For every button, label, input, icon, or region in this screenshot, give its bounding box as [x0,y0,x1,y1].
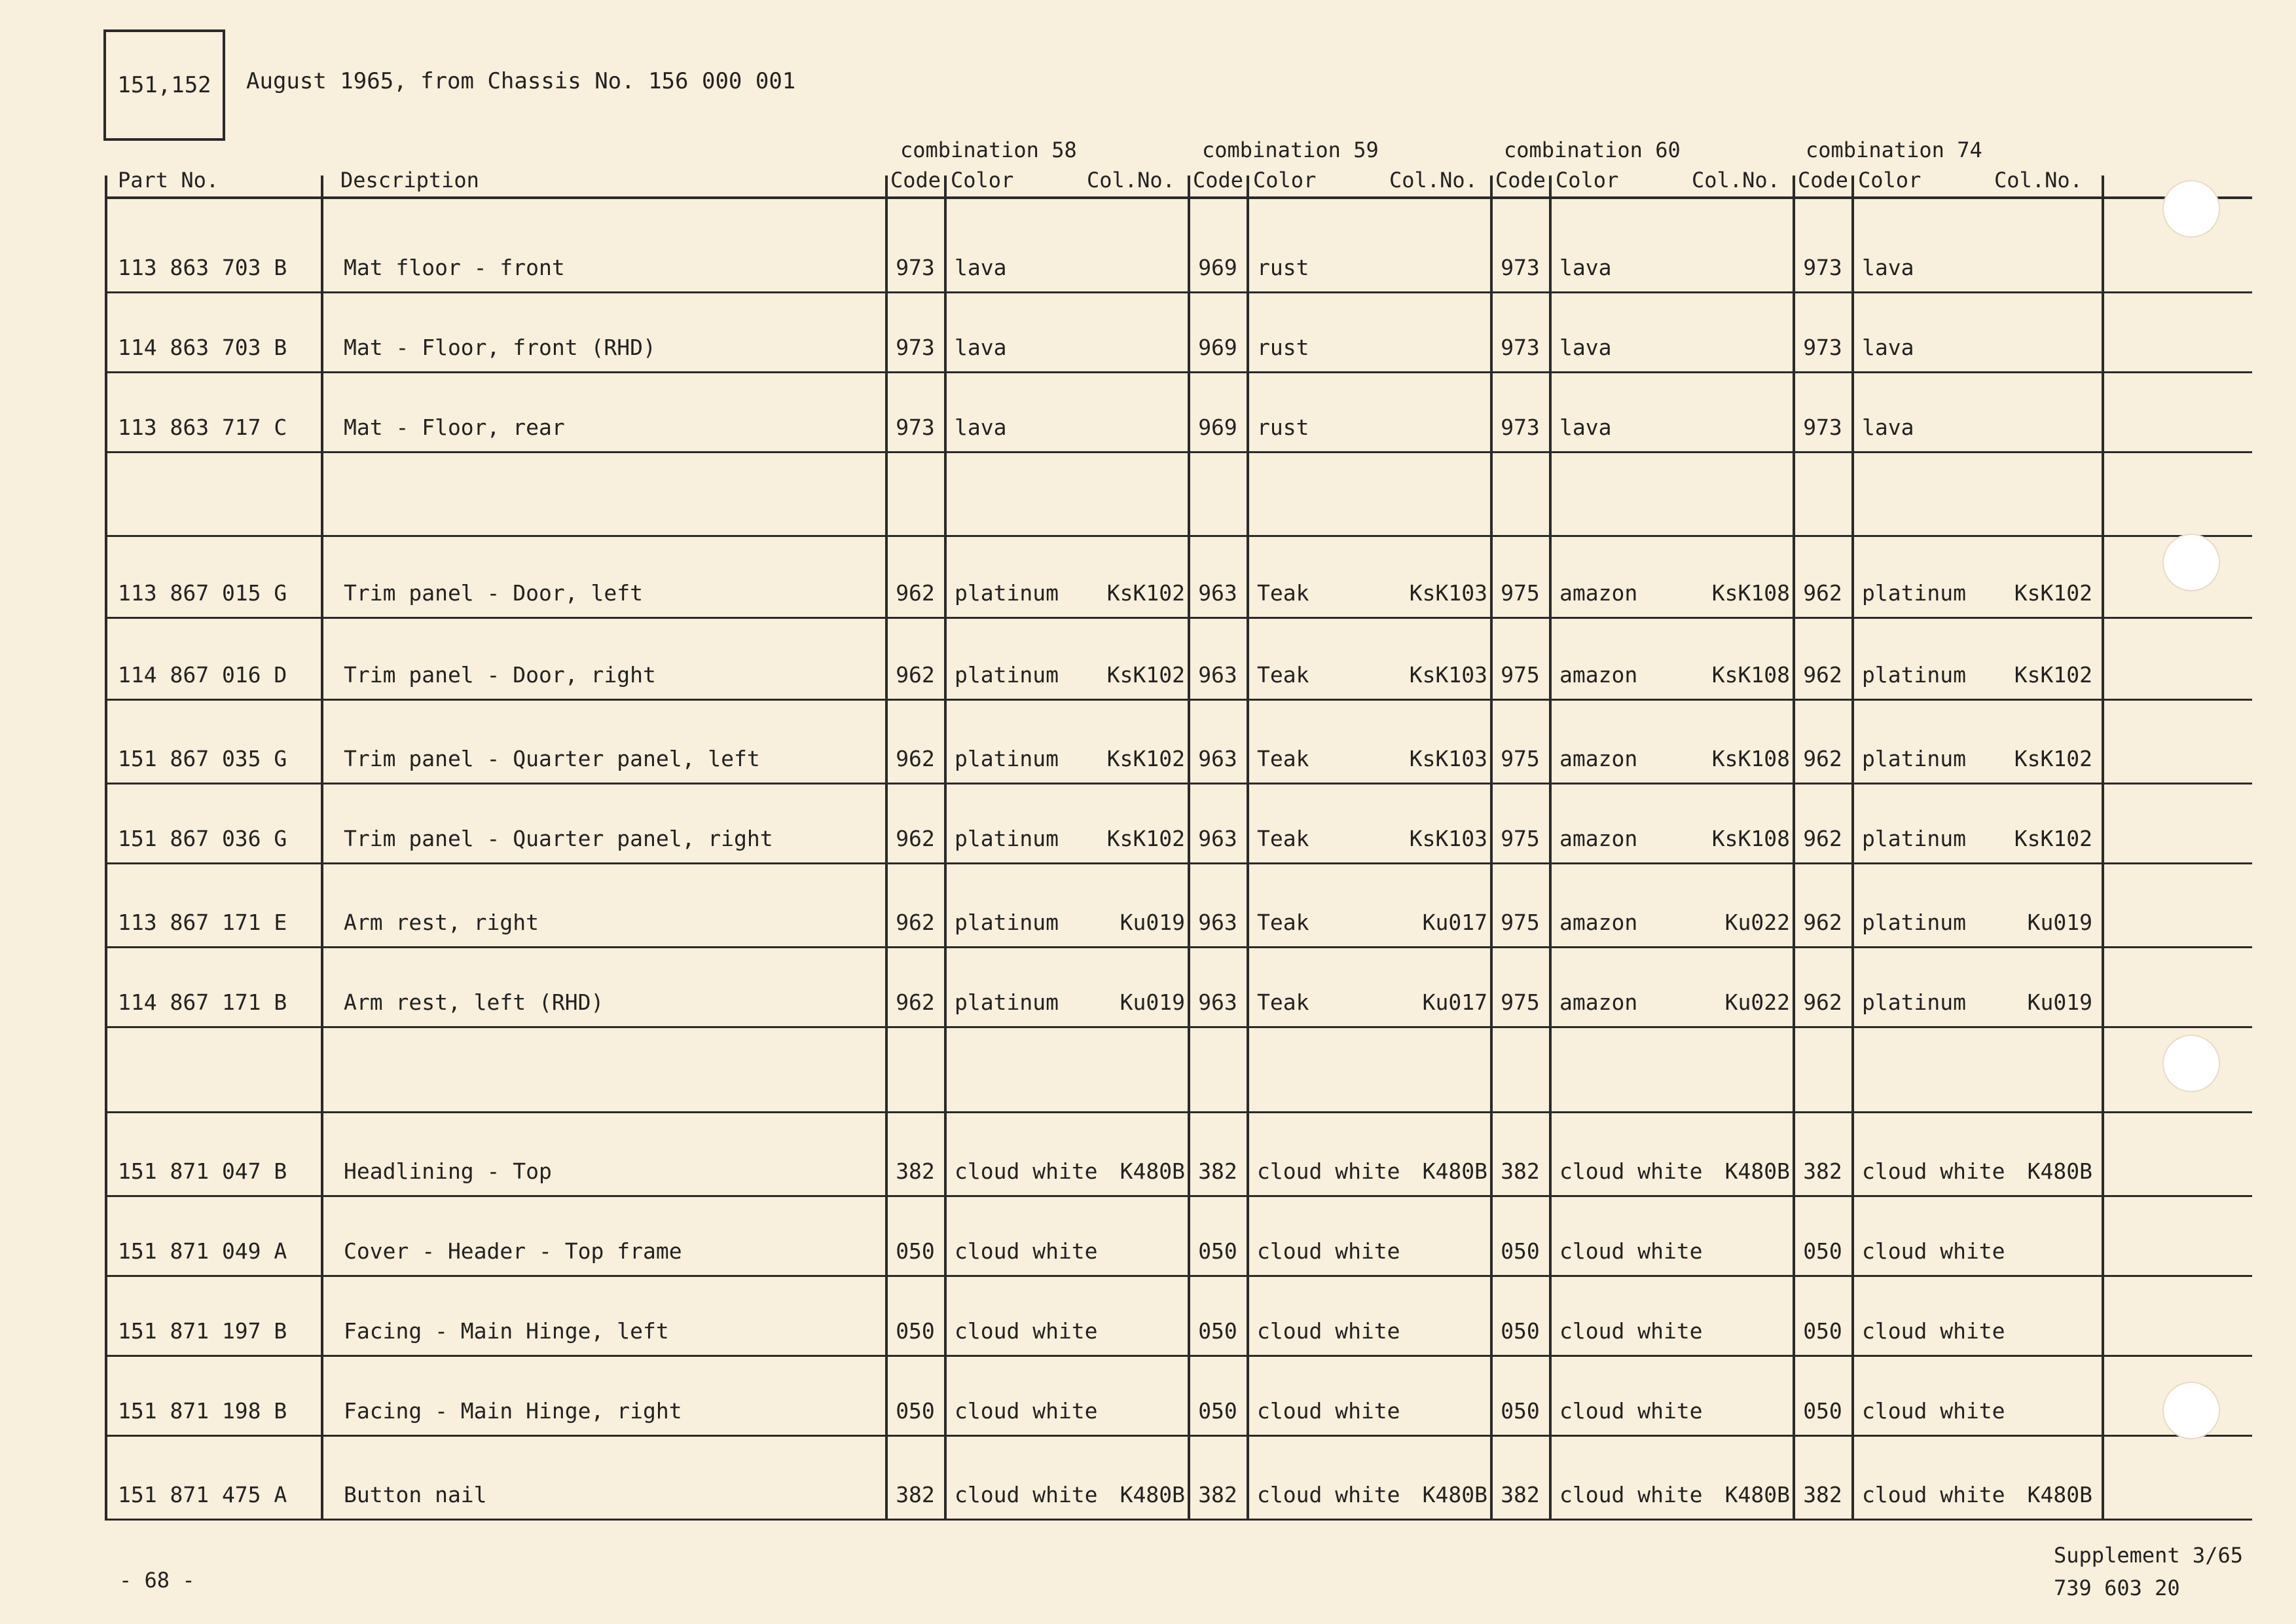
part-description: Trim panel - Quarter panel, right [344,826,773,851]
color-code: 050 [1501,1398,1540,1424]
color-name: cloud white [1559,1398,1703,1424]
color-code: 050 [896,1398,935,1424]
color-code: 382 [1803,1158,1842,1184]
color-name: rust [1257,335,1309,360]
color-code: 382 [896,1158,935,1184]
part-number: 151 871 475 A [118,1482,287,1507]
part-description: Arm rest, right [344,910,539,935]
table-row-rule [105,862,2252,864]
color-code: 382 [896,1482,935,1507]
color-name: cloud white [1257,1398,1400,1424]
color-number: K480B [1724,1482,1790,1507]
part-description: Arm rest, left (RHD) [344,989,604,1015]
color-name: Teak [1257,910,1309,935]
color-name: cloud white [1559,1238,1703,1264]
part-description: Cover - Header - Top frame [344,1238,682,1264]
part-description: Facing - Main Hinge, right [344,1398,682,1424]
color-name: cloud white [1559,1318,1703,1344]
table-row-rule [105,617,2252,619]
part-description: Facing - Main Hinge, left [344,1318,669,1344]
color-code: 962 [896,662,935,688]
part-description: Trim panel - Quarter panel, left [344,746,760,771]
color-code: 973 [896,415,935,440]
color-name: Teak [1257,826,1309,851]
color-number: Ku019 [1120,989,1185,1015]
part-description: Trim panel - Door, right [344,662,656,688]
part-number: 151 867 036 G [118,826,287,851]
part-number: 151 871 049 A [118,1238,287,1264]
color-name: platinum [1862,580,1966,606]
part-number: 151 871 198 B [118,1398,287,1424]
color-code: 969 [1198,415,1237,440]
color-name: lava [955,415,1007,440]
color-name: platinum [955,910,1059,935]
color-name: Teak [1257,746,1309,771]
color-code: 969 [1198,255,1237,280]
color-header: Color [1253,168,1317,193]
color-name: amazon [1559,746,1638,771]
color-number: KsK102 [2014,580,2092,606]
color-name: cloud white [1862,1238,2005,1264]
color-name: amazon [1559,662,1638,688]
color-header: Color [951,168,1014,193]
color-number: Ku019 [2027,989,2092,1015]
color-code: 962 [1803,989,1842,1015]
color-code: 973 [1803,255,1842,280]
color-code: 382 [1198,1482,1237,1507]
binder-hole [2162,180,2220,238]
color-name: lava [1862,255,1914,280]
color-name: cloud white [955,1158,1098,1184]
color-number: Ku019 [1120,910,1185,935]
color-code: 963 [1198,826,1237,851]
col-no-header: Col.No. [1087,168,1175,193]
col-no-header: Col.No. [1994,168,2083,193]
code-header: Code [1798,168,1849,193]
part-description: Mat - Floor, front (RHD) [344,335,656,360]
color-name: rust [1257,255,1309,280]
color-name: lava [955,255,1007,280]
color-code: 050 [896,1238,935,1264]
model-number-box [103,29,225,141]
supplement-label: Supplement 3/65 [2054,1543,2243,1568]
table-column-rule [2102,175,2104,1519]
color-name: lava [1862,335,1914,360]
color-code: 962 [1803,746,1842,771]
color-name: platinum [1862,662,1966,688]
part-description: Headlining - Top [344,1158,552,1184]
color-code: 382 [1501,1158,1540,1184]
color-code: 050 [1803,1318,1842,1344]
color-code: 975 [1501,746,1540,771]
col-no-header: Col.No. [1692,168,1780,193]
color-number: K480B [1422,1158,1487,1184]
color-number: KsK103 [1409,662,1487,688]
table-column-rule [944,175,947,1519]
model-number: 151,152 [117,72,211,98]
color-code: 969 [1198,335,1237,360]
color-name: Teak [1257,989,1309,1015]
color-number: KsK102 [1106,580,1185,606]
color-number: KsK103 [1409,580,1487,606]
color-name: platinum [1862,910,1966,935]
color-number: K480B [1120,1482,1185,1507]
col-no-header: Col.No. [1389,168,1478,193]
color-code: 963 [1198,662,1237,688]
combination-title: combination 60 [1504,138,1681,162]
color-code: 975 [1501,910,1540,935]
color-name: cloud white [955,1318,1098,1344]
color-number: KsK102 [1106,826,1185,851]
color-code: 962 [1803,662,1842,688]
color-number: KsK102 [2014,746,2092,771]
part-number: 114 867 171 B [118,989,287,1015]
description-header: Description [340,168,479,193]
part-number: 113 867 015 G [118,580,287,606]
code-header: Code [890,168,941,193]
color-code: 050 [1198,1318,1237,1344]
color-name: cloud white [1257,1482,1400,1507]
table-row-rule [105,1519,2252,1521]
color-name: amazon [1559,910,1638,935]
part-number: 151 871 047 B [118,1158,287,1184]
table-row-rule [105,1275,2252,1277]
table-row-rule [105,1435,2252,1437]
table-row-rule [105,451,2252,453]
color-name: lava [1559,415,1612,440]
color-code: 962 [1803,580,1842,606]
color-name: rust [1257,415,1309,440]
color-code: 962 [896,826,935,851]
color-name: cloud white [1257,1158,1400,1184]
color-code: 973 [896,335,935,360]
part-number: 114 863 703 B [118,335,287,360]
color-code: 050 [896,1318,935,1344]
color-name: platinum [955,746,1059,771]
color-name: lava [955,335,1007,360]
color-name: cloud white [1862,1158,2005,1184]
color-number: Ku017 [1422,910,1487,935]
table-row-rule [105,1026,2252,1028]
color-name: platinum [955,826,1059,851]
color-code: 973 [1501,415,1540,440]
color-number: KsK102 [1106,746,1185,771]
color-code: 975 [1501,826,1540,851]
part-description: Button nail [344,1482,487,1507]
color-number: KsK103 [1409,746,1487,771]
color-number: Ku022 [1724,910,1790,935]
color-name: Teak [1257,662,1309,688]
part-number: 113 863 703 B [118,255,287,280]
color-name: platinum [1862,826,1966,851]
color-name: cloud white [1257,1238,1400,1264]
part-description: Mat floor - front [344,255,565,280]
color-code: 975 [1501,989,1540,1015]
color-number: Ku017 [1422,989,1487,1015]
color-number: KsK102 [2014,662,2092,688]
catalog-number: 739 603 20 [2054,1576,2180,1600]
color-number: KsK108 [1711,580,1790,606]
color-code: 050 [1803,1398,1842,1424]
table-column-rule [1247,175,1249,1519]
color-name: cloud white [955,1238,1098,1264]
color-code: 973 [1501,335,1540,360]
color-name: lava [1559,335,1612,360]
supplement-info [2054,1539,2243,1604]
table-row-rule [105,946,2252,948]
part-number: 151 871 197 B [118,1318,287,1344]
color-name: cloud white [1559,1482,1703,1507]
part-number: 113 867 171 E [118,910,287,935]
color-name: amazon [1559,826,1638,851]
part-description: Trim panel - Door, left [344,580,643,606]
color-code: 962 [896,746,935,771]
color-name: amazon [1559,580,1638,606]
color-code: 963 [1198,989,1237,1015]
color-code: 973 [1803,415,1842,440]
part-no-header: Part No. [118,168,219,193]
table-row-rule [105,783,2252,784]
table-column-rule [1851,175,1854,1519]
table-row-rule [105,535,2252,537]
color-code: 973 [896,255,935,280]
color-code: 962 [896,580,935,606]
table-row-rule [105,1195,2252,1197]
chassis-note: August 1965, from Chassis No. 156 000 001 [246,68,796,94]
color-code: 962 [1803,826,1842,851]
table-header-rule [105,196,2252,199]
color-code: 382 [1501,1482,1540,1507]
color-number: K480B [2027,1158,2092,1184]
color-number: KsK102 [1106,662,1185,688]
color-number: KsK108 [1711,662,1790,688]
color-code: 050 [1803,1238,1842,1264]
color-code: 962 [1803,910,1842,935]
color-code: 962 [896,989,935,1015]
combination-title: combination 59 [1202,138,1379,162]
combination-title: combination 58 [900,138,1077,162]
code-header: Code [1495,168,1546,193]
color-code: 975 [1501,580,1540,606]
color-code: 975 [1501,662,1540,688]
code-header: Code [1193,168,1244,193]
color-number: Ku022 [1724,989,1790,1015]
color-name: platinum [955,989,1059,1015]
color-code: 382 [1803,1482,1842,1507]
color-name: lava [1559,255,1612,280]
color-name: cloud white [955,1482,1098,1507]
color-code: 962 [896,910,935,935]
color-code: 963 [1198,746,1237,771]
color-name: cloud white [1862,1482,2005,1507]
color-code: 382 [1198,1158,1237,1184]
color-code: 050 [1198,1398,1237,1424]
combination-title: combination 74 [1806,138,1982,162]
color-code: 050 [1198,1238,1237,1264]
table-row-rule [105,1355,2252,1357]
color-code: 050 [1501,1238,1540,1264]
part-number: 114 867 016 D [118,662,287,688]
table-column-rule [321,175,323,1519]
color-number: KsK102 [2014,826,2092,851]
color-code: 963 [1198,580,1237,606]
part-number: 151 867 035 G [118,746,287,771]
color-code: 963 [1198,910,1237,935]
color-code: 973 [1803,335,1842,360]
color-name: Teak [1257,580,1309,606]
color-number: K480B [1120,1158,1185,1184]
color-name: platinum [955,580,1059,606]
color-number: K480B [2027,1482,2092,1507]
color-name: cloud white [955,1398,1098,1424]
color-name: platinum [1862,989,1966,1015]
table-row-rule [105,699,2252,701]
color-number: K480B [1724,1158,1790,1184]
table-row-rule [105,371,2252,373]
color-number: KsK103 [1409,826,1487,851]
binder-hole [2162,534,2220,591]
color-name: cloud white [1862,1398,2005,1424]
table-column-rule [105,175,107,1519]
color-number: KsK108 [1711,746,1790,771]
color-name: amazon [1559,989,1638,1015]
color-header: Color [1858,168,1922,193]
part-number: 113 863 717 C [118,415,287,440]
table-column-rule [1549,175,1552,1519]
color-name: lava [1862,415,1914,440]
color-header: Color [1556,168,1619,193]
part-description: Mat - Floor, rear [344,415,565,440]
table-row-rule [105,291,2252,293]
page-number: - 68 - [119,1568,195,1593]
color-name: cloud white [1559,1158,1703,1184]
color-name: platinum [1862,746,1966,771]
color-code: 973 [1501,255,1540,280]
color-name: cloud white [1862,1318,2005,1344]
color-number: KsK108 [1711,826,1790,851]
color-name: platinum [955,662,1059,688]
color-code: 050 [1501,1318,1540,1344]
table-row-rule [105,1111,2252,1113]
binder-hole [2162,1035,2220,1092]
binder-hole [2162,1382,2220,1439]
color-number: Ku019 [2027,910,2092,935]
color-name: cloud white [1257,1318,1400,1344]
color-number: K480B [1422,1482,1487,1507]
